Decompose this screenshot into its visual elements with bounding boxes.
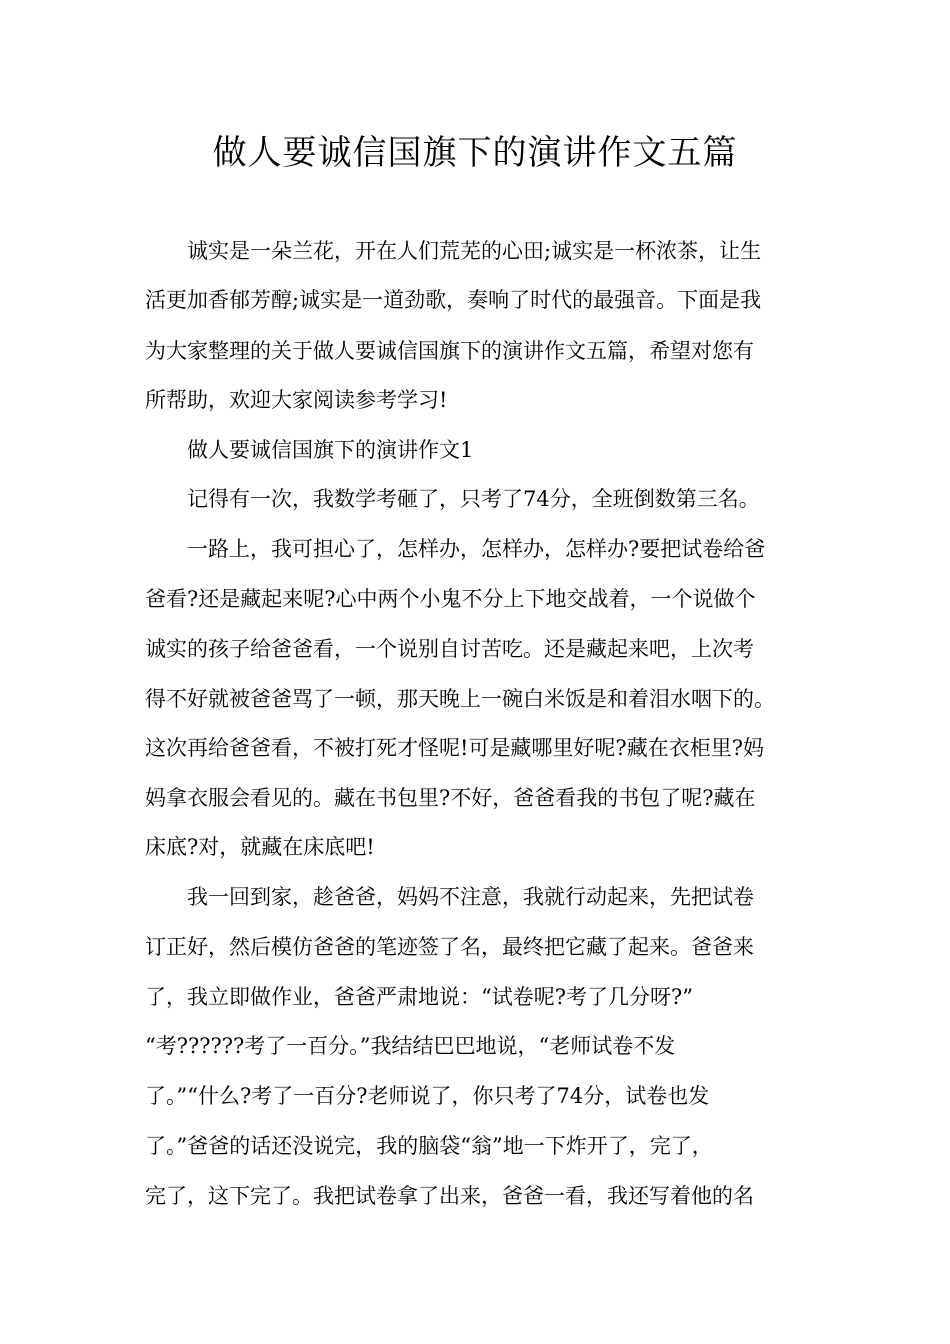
text-line: 订正好，然后模仿爸爸的笔迹签了名，最终把它藏了起来。爸爸来 — [145, 935, 754, 959]
text-line: 完了，这下完了。我把试卷拿了出来，爸爸一看，我还写着他的名 — [145, 1184, 754, 1208]
text-line: 床底?对，就藏在床底吧! — [145, 835, 375, 859]
section-heading: 做人要诚信国旗下的演讲作文1 — [145, 438, 474, 462]
text-line: 了。”爸爸的话还没说完，我的脑袋“翁”地一下炸开了，完了， — [145, 1134, 713, 1158]
text-line: 记得有一次，我数学考砸了，只考了74分，全班倒数第三名。 — [145, 487, 760, 511]
text-line: 我一回到家，趁爸爸，妈妈不注意，我就行动起来，先把试卷 — [145, 885, 754, 909]
text-line: 爸看?还是藏起来呢?心中两个小鬼不分上下地交战着，一个说做个 — [145, 587, 756, 611]
text-line: 活更加香郁芳醇;诚实是一道劲歌，奏响了时代的最强音。下面是我 — [145, 288, 762, 312]
text-line: 诚实是一朵兰花，开在人们荒芜的心田;诚实是一杯浓茶，让生 — [145, 239, 762, 263]
text-line: 一路上，我可担心了，怎样办，怎样办，怎样办?要把试卷给爸 — [145, 537, 766, 561]
text-line: 这次再给爸爸看，不被打死才怪呢!可是藏哪里好呢?藏在衣柜里?妈 — [145, 736, 764, 760]
text-line: 妈拿衣服会看见的。藏在书包里?不好，爸爸看我的书包了呢?藏在 — [145, 786, 756, 810]
text-line: 得不好就被爸爸骂了一顿，那天晚上一碗白米饭是和着泪水咽下的。 — [145, 687, 775, 711]
text-line: 诚实的孩子给爸爸看，一个说别自讨苦吃。还是藏起来吧，上次考 — [145, 637, 754, 661]
text-line: 了，我立即做作业，爸爸严肃地说：“试卷呢?考了几分呀?” — [145, 985, 693, 1009]
text-line: 了。”“什么?考了一百分?老师说了，你只考了74分，试卷也发 — [145, 1084, 710, 1108]
text-line: “考??????考了一百分。”我结结巴巴地说，“老师试卷不发 — [145, 1034, 676, 1058]
text-line: 所帮助，欢迎大家阅读参考学习! — [145, 388, 448, 412]
document-title: 做人要诚信国旗下的演讲作文五篇 — [212, 133, 738, 173]
text-line: 为大家整理的关于做人要诚信国旗下的演讲作文五篇，希望对您有 — [145, 339, 754, 363]
